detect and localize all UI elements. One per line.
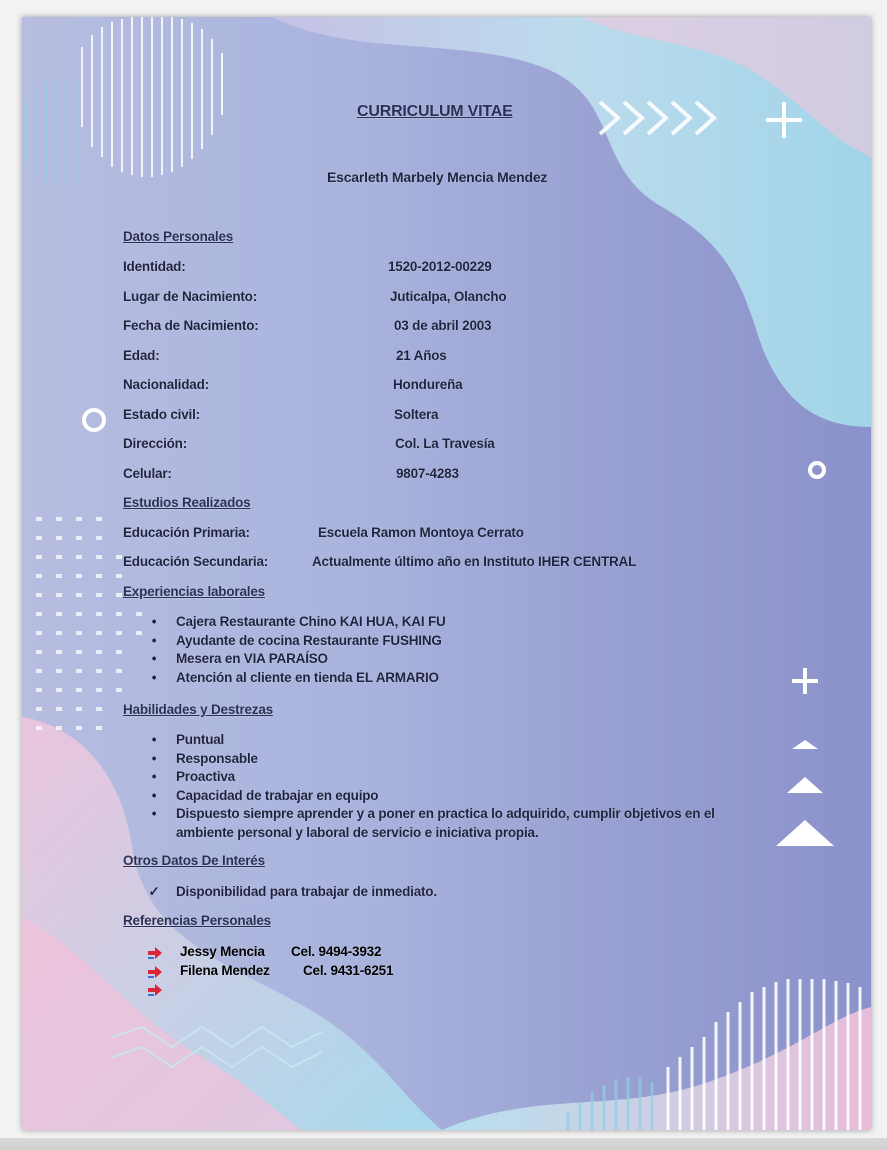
decor-dot: [96, 726, 102, 730]
decor-dot: [56, 612, 62, 616]
decor-dot: [56, 688, 62, 692]
section-heading-personal: Datos Personales: [123, 229, 234, 244]
personal-value-id: 1520-2012-00229: [388, 259, 492, 274]
decor-dot: [36, 555, 42, 559]
list-item-continuation: ambiente personal y laboral de servicio e iniciativa propia.: [176, 824, 539, 840]
list-item: • Mesera en VIA PARAÍSO: [144, 650, 446, 669]
decor-dot: [116, 631, 122, 635]
personal-label-birthplace: Lugar de Nacimiento:: [123, 289, 258, 304]
decor-dot: [136, 612, 142, 616]
studies-value-primary: Escuela Ramon Montoya Cerrato: [318, 525, 524, 540]
section-heading-experience: Experiencias laborales: [123, 584, 265, 599]
decor-dot: [56, 574, 62, 578]
decor-dot: [36, 726, 42, 730]
decor-dot: [96, 707, 102, 711]
decor-dot: [76, 650, 82, 654]
personal-value-birthdate: 03 de abril 2003: [394, 318, 492, 333]
decor-dot: [36, 707, 42, 711]
decor-dot: [56, 631, 62, 635]
decor-dot: [56, 669, 62, 673]
cv-page: [22, 17, 871, 1130]
personal-value-phone: 9807-4283: [396, 466, 459, 481]
decor-dot: [116, 669, 122, 673]
decor-dot: [96, 574, 102, 578]
personal-label-id: Identidad:: [123, 259, 186, 274]
personal-value-age: 21 Años: [396, 348, 447, 363]
decor-dot: [76, 612, 82, 616]
decor-dot: [56, 555, 62, 559]
personal-label-civil-status: Estado civil:: [123, 407, 200, 422]
decor-dot: [56, 593, 62, 597]
candidate-name: Escarleth Marbely Mencia Mendez: [327, 169, 548, 185]
decor-dot: [116, 612, 122, 616]
decor-dot: [96, 631, 102, 635]
list-item: • Ayudante de cocina Restaurante FUSHING: [144, 632, 446, 651]
personal-label-phone: Celular:: [123, 466, 172, 481]
list-item: [148, 962, 393, 981]
studies-label-primary: Educación Primaria:: [123, 525, 250, 540]
decor-dot: [56, 517, 62, 521]
decor-dot: [76, 707, 82, 711]
personal-label-nationality: Nacionalidad:: [123, 377, 209, 392]
section-heading-studies: Estudios Realizados: [123, 495, 251, 510]
skills-list: [144, 731, 715, 842]
personal-value-address: Col. La Travesía: [395, 436, 495, 451]
decor-dot: [116, 555, 122, 559]
list-item: • Atención al cliente en tienda EL ARMARIO: [144, 669, 446, 688]
decor-dot: [96, 688, 102, 692]
reference-phone: Cel. 9431-6251: [303, 962, 394, 978]
reference-name: Jessy Mencia: [180, 944, 265, 959]
cv-title: CURRICULUM VITAE: [357, 103, 513, 120]
decor-dot: [136, 631, 142, 635]
decor-dot: [96, 593, 102, 597]
decor-dot: [76, 669, 82, 673]
bullet-dot-icon: •: [151, 651, 157, 666]
decor-dot: [76, 688, 82, 692]
list-item: • Puntual: [144, 731, 715, 750]
bullet-dot-icon: •: [151, 750, 157, 766]
decor-dot: [116, 688, 122, 692]
decor-dot: [36, 574, 42, 578]
list-item: • Cajera Restaurante Chino KAI HUA, KAI FU: [144, 613, 446, 632]
check-mark-icon: ✓: [148, 884, 160, 899]
reference-name: Filena Mendez: [180, 962, 270, 978]
red-arrow-icon: [148, 984, 162, 996]
personal-value-civil-status: Soltera: [394, 407, 439, 422]
bullet-dot-icon: •: [151, 632, 157, 648]
decor-dot: [76, 555, 82, 559]
decor-dot: [36, 612, 42, 616]
decor-dot: [96, 650, 102, 654]
section-heading-references: Referencias Personales: [123, 913, 271, 928]
decor-dot: [116, 650, 122, 654]
personal-value-nationality: Hondureña: [393, 377, 463, 392]
decor-dot: [116, 574, 122, 578]
red-arrow-icon: [148, 947, 162, 959]
decor-dot: [36, 669, 42, 673]
experience-list: [144, 613, 446, 687]
decor-dot: [36, 517, 42, 521]
list-item: [148, 943, 393, 962]
personal-label-address: Dirección:: [123, 436, 188, 451]
decor-dot: [96, 517, 102, 521]
list-item: • Capacidad de trabajar en equipo: [144, 787, 715, 806]
decor-dot: [56, 536, 62, 540]
personal-label-age: Edad:: [123, 348, 160, 363]
decor-dot: [76, 536, 82, 540]
decor-dot: [76, 517, 82, 521]
decor-dot: [36, 650, 42, 654]
bullet-dot-icon: •: [151, 787, 157, 803]
references-list: [148, 943, 393, 999]
bullet-dot-icon: •: [151, 614, 157, 629]
section-heading-skills: Habilidades y Destrezas: [123, 702, 273, 717]
decor-dot: [56, 707, 62, 711]
studies-value-secondary: Actualmente último año en Instituto IHER CENTRAL: [312, 554, 637, 569]
decor-dot: [56, 650, 62, 654]
list-item: ✓ Disponibilidad para trabajar de inmediato.: [144, 883, 437, 902]
decor-dot: [76, 574, 82, 578]
decor-dot: [76, 631, 82, 635]
decor-dot: [96, 555, 102, 559]
list-item: • Responsable: [144, 750, 715, 769]
decor-dot: [36, 593, 42, 597]
personal-value-birthplace: Juticalpa, Olancho: [390, 289, 507, 304]
studies-label-secondary: Educación Secundaria:: [123, 554, 269, 569]
decor-dot: [96, 612, 102, 616]
personal-label-birthdate: Fecha de Nacimiento:: [123, 318, 259, 333]
decor-dot: [36, 631, 42, 635]
list-item: • Proactiva: [144, 768, 715, 787]
reference-phone: Cel. 9494-3932: [291, 944, 382, 959]
decor-dot: [96, 669, 102, 673]
decor-dot: [76, 593, 82, 597]
decor-dot: [116, 593, 122, 597]
list-item-empty: [148, 980, 393, 999]
section-heading-other: Otros Datos De Interés: [123, 853, 265, 868]
bullet-dot-icon: •: [151, 669, 157, 685]
decor-dot: [36, 688, 42, 692]
decor-dot: [36, 536, 42, 540]
other-list: [144, 883, 437, 902]
decor-dot: [56, 726, 62, 730]
list-item: • Dispuesto siempre aprender y a poner en practica lo adquirido, cumplir objetivos en el: [144, 805, 715, 824]
page-bottom-shadow: [0, 1138, 887, 1150]
red-arrow-icon: [148, 966, 162, 978]
bullet-dot-icon: •: [151, 806, 157, 821]
decor-dot: [76, 726, 82, 730]
bullet-dot-icon: •: [151, 769, 157, 784]
bullet-dot-icon: •: [151, 732, 157, 747]
decor-dot: [96, 536, 102, 540]
